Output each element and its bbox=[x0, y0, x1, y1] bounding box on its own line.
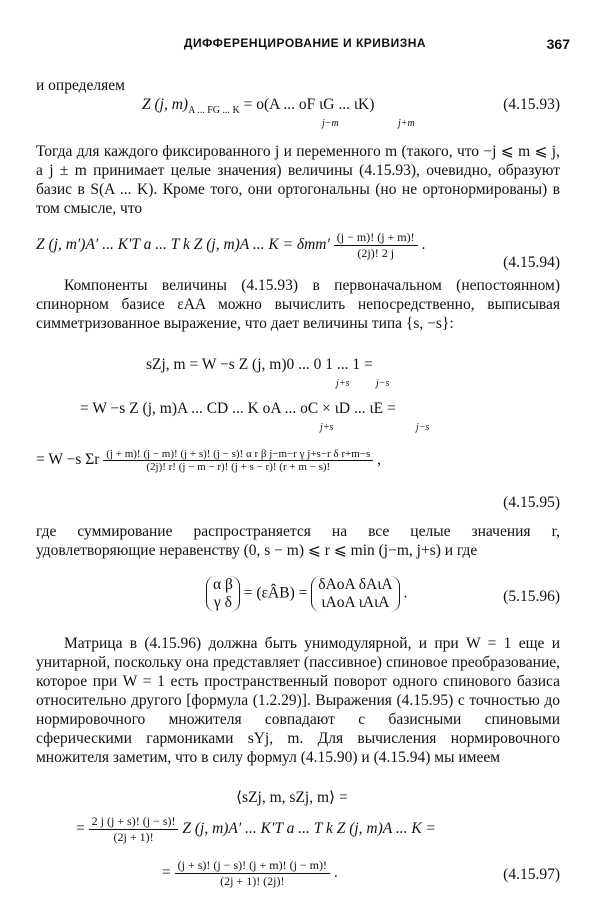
matrix-right bbox=[311, 576, 399, 612]
paragraph-matrix: Матрица в (4.15.96) должна быть унимодулярной, и при W = 1 еще и унитарной, поскольку она представляет (пассивное) спиновое преобразование, которое при W = 1 есть пространственный поворот одного спинового базиса относительно другого [формула (1.2.29)]. Выражения (4.15.95) с точностью до нормировочного множителя совпадают с базисными спиновыми сферическими гармониками sYj, m. Для вычисления нормировочного множителя заметим, что в силу формул (4.15.90) и (4.15.94) мы имеем bbox=[36, 635, 560, 766]
running-header bbox=[40, 36, 570, 56]
equation-body: ⟨sZj, m, sZj, m⟩ = bbox=[236, 789, 348, 806]
paragraph-components: Компоненты величины (4.15.93) в первоначальном (непостоянном) спинорном базисе εAA можно вычислить непосредственно, выписывая симметризованное выражение, что дает величины типа {s, −s}: bbox=[36, 277, 560, 332]
paragraph-then: Тогда для каждого фиксированного j и переменного m (такого, что −j ⩽ m ⩽ j, а j ± m принимает целые значения) величины (4.15.93), очевидно, образуют базис в S(A ... K). Кроме того, они ортогональны (но не ортонормированы) в том смысле, что bbox=[36, 143, 560, 217]
fraction bbox=[103, 448, 373, 473]
matrix-right-top: δAoA δAιA bbox=[318, 576, 393, 593]
fraction-numerator: (j + m)! (j − m)! (j + s)! (j − s)! α r β j−m−r γ j+s−r δ r+m−s bbox=[103, 448, 373, 461]
equation-4-15-95 bbox=[36, 444, 560, 514]
equation-szjm-2 bbox=[36, 400, 560, 440]
matrix-left-top: α β bbox=[213, 576, 233, 593]
equation-body bbox=[76, 814, 436, 845]
fraction-denominator: (2j + 1)! bbox=[113, 830, 154, 844]
eq-rest: Z (j, m)A′ ... K′T a ... T k Z (j, m)A ... K = bbox=[182, 820, 437, 838]
equation-body bbox=[142, 96, 374, 116]
equation-4-15-94 bbox=[36, 222, 560, 272]
eq-prefix: = W −s Σr bbox=[36, 451, 100, 469]
fraction-numerator: (j + s)! (j − s)! (j + m)! (j − m)! bbox=[175, 858, 330, 874]
equation-number: (4.15.97) bbox=[503, 866, 560, 883]
paragraph-intro: и определяем bbox=[36, 77, 125, 94]
fraction-numerator: (j − m)! (j + m)! bbox=[334, 230, 418, 246]
equation-norm-1 bbox=[36, 812, 560, 856]
equation-5-15-96 bbox=[36, 576, 560, 626]
equation-body: = $\frac{(j + s)! (j - s)! (j + m)! (j - m)!}{(2j + 1)! (2j)!}$ . bbox=[162, 858, 338, 888]
eq-prefix: = bbox=[162, 864, 171, 882]
fraction bbox=[89, 814, 179, 845]
fraction bbox=[334, 230, 418, 261]
eq-lhs: Z (j, m) bbox=[142, 96, 189, 113]
brace-label-right: j−s bbox=[416, 422, 430, 433]
header-title: ДИФФЕРЕНЦИРОВАНИЕ И КРИВИЗНА bbox=[183, 36, 427, 50]
brace-label-left: j−m bbox=[322, 118, 339, 129]
equation-number: (5.15.96) bbox=[503, 588, 560, 605]
equation-number: (4.15.95) bbox=[503, 494, 560, 511]
fraction-numerator: 2 j (j + s)! (j − s)! bbox=[89, 814, 179, 830]
equation-body: sZj, m = W −s Z (j, m)0 ... 0 1 ... 1 = bbox=[146, 356, 373, 373]
fraction-denominator: (2j + 1)! (2j)! bbox=[220, 874, 285, 888]
eq-lhs: Z (j, m′)A′ ... K′T a ... T k Z (j, m)A ... K = δmm′ bbox=[36, 236, 330, 254]
matrix-left-bottom: γ δ bbox=[213, 594, 232, 611]
equation-body: = W −s Σr (j + m)! (j − m)! (j + s)! (j − s)! α r β j−m−r γ j+s−r δ r+m−s (2j)! r! (j − m − r)! (j + s − r)! (r + m − s)! , bbox=[36, 448, 382, 473]
paragraph-sum: где суммирование распространяется на все целые значения r, удовлетворяющие неравенству (0, s − m) ⩽ r ⩽ min (j−m, j+s) и где bbox=[36, 523, 560, 559]
brace-label-right: j+m bbox=[398, 118, 415, 129]
equation-body: = W −s Z (j, m)A ... CD ... K oA ... oC × ιD ... ιE = bbox=[80, 400, 396, 417]
fraction-denominator: (2j)! r! (j − m − r)! (j + s − r)! (r + m − s)! bbox=[146, 461, 331, 473]
eq-rhs: = o(A ... oF ιG ... ιK) bbox=[243, 96, 375, 113]
equation-number: (4.15.94) bbox=[503, 254, 560, 271]
brace-label-left: j+s bbox=[320, 422, 334, 433]
equation-number: (4.15.93) bbox=[503, 96, 560, 113]
matrix-right-bottom: ιAoA ιAιA bbox=[321, 594, 390, 611]
eq-sub: A ... FG ... K bbox=[188, 105, 240, 117]
brace-label-left: j+s bbox=[336, 378, 350, 389]
brace-label-right: j−s bbox=[376, 378, 390, 389]
fraction-denominator: (2j)! 2 j bbox=[357, 246, 395, 260]
equation-inner-product bbox=[36, 788, 560, 810]
page-number: 367 bbox=[546, 36, 570, 52]
eq-mid: = (εÂB) = bbox=[243, 584, 308, 602]
eq-prefix: = bbox=[76, 820, 85, 838]
equation-szjm-1 bbox=[36, 356, 560, 396]
equation-body: Z (j, m′)A′ ... K′T a ... T k Z (j, m)A ... K = δmm′ $\frac{(j - m)! (j + m)!}{(2j)! 2 j}$ . bbox=[36, 230, 426, 260]
matrix-left bbox=[206, 576, 240, 612]
fraction bbox=[175, 858, 330, 889]
equation-body: α β γ δ = (εÂB) = δAoA δAιA ιAoA ιAιA . bbox=[206, 576, 407, 612]
equation-4-15-97 bbox=[36, 856, 560, 900]
equation-4-15-93 bbox=[36, 94, 560, 134]
